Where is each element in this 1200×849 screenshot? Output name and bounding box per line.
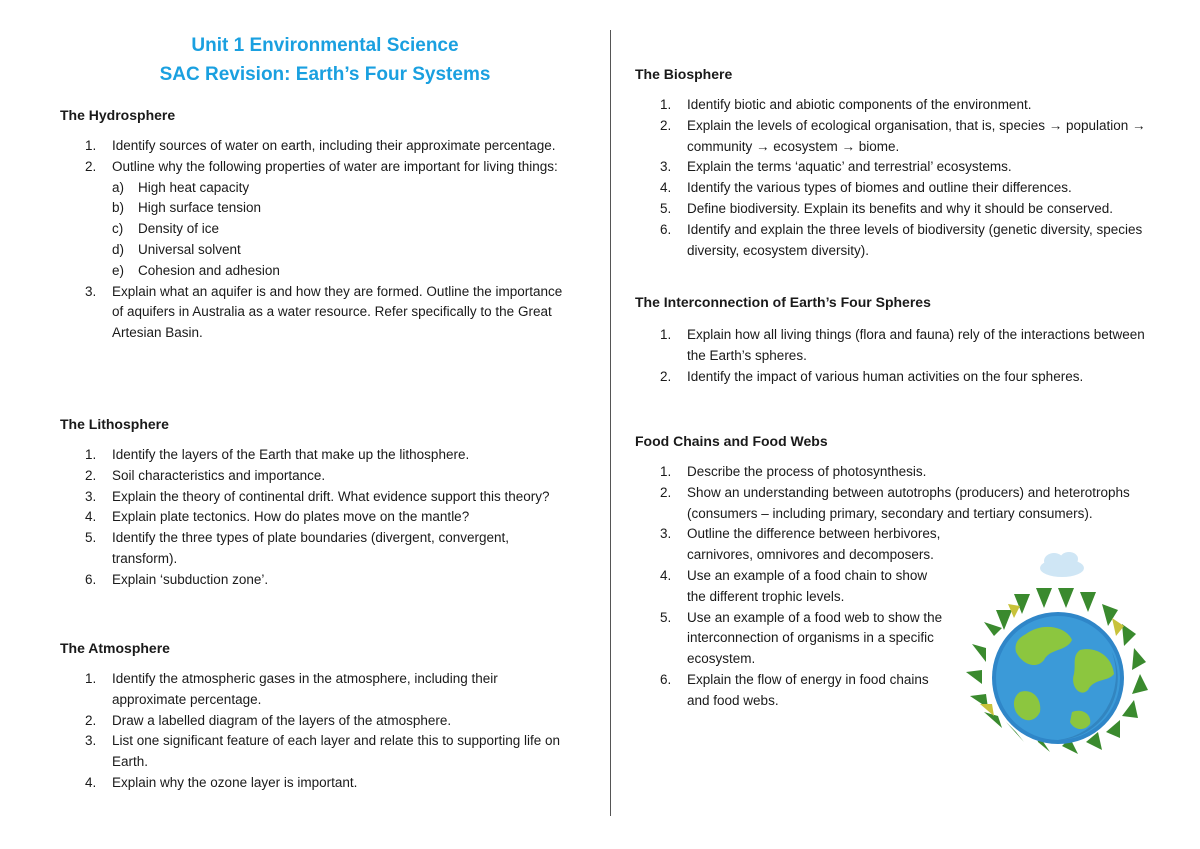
atmosphere-list <box>60 669 590 794</box>
list-item <box>635 670 949 712</box>
food-chains-heading: Food Chains and Food Webs <box>635 433 828 449</box>
sub-item-text: High heat capacity <box>138 179 250 195</box>
item-number: 2. <box>85 712 97 728</box>
list-item <box>60 773 577 794</box>
item-number: 4. <box>660 180 672 196</box>
lithosphere-heading: The Lithosphere <box>60 416 169 432</box>
item-text: Use an example of a food chain to show the different trophic levels. <box>687 567 928 604</box>
sub-item-text: Density of ice <box>138 221 220 237</box>
item-number: 5. <box>660 200 672 216</box>
item-text: Explain the terms ‘aquatic’ and terrestrial’ ecosystems. <box>687 159 1012 175</box>
interconnection-list <box>635 325 1155 387</box>
item-text: Explain the theory of continental drift. What evidence support this theory? <box>112 488 550 504</box>
item-number: 1. <box>660 327 672 342</box>
item-text: Explain what an aquifer is and how they are formed. Outline the importance of aquifers in Australia as a water resource. Refer specifically to the Great Artesian Basin. <box>112 283 563 341</box>
list-item <box>60 731 582 773</box>
item-text: Outline why the following properties of water are important for living things: <box>112 158 558 174</box>
item-number: 4. <box>85 509 97 525</box>
list-item <box>60 157 567 282</box>
column-divider <box>610 30 611 816</box>
interconnection-heading: The Interconnection of Earth’s Four Spheres <box>635 294 931 310</box>
item-number: 1. <box>660 464 672 479</box>
lithosphere-list <box>60 445 590 591</box>
list-item <box>635 199 1159 220</box>
item-number: 3. <box>660 526 672 542</box>
item-number: 2. <box>660 484 672 500</box>
item-number: 2. <box>660 368 672 384</box>
list-item <box>60 466 572 487</box>
list-item <box>635 608 949 670</box>
list-item <box>60 507 572 528</box>
item-number: 6. <box>660 221 672 237</box>
sub-item-text: High surface tension <box>138 200 262 216</box>
list-item <box>635 367 1157 388</box>
list-item <box>635 566 949 608</box>
item-text: Use an example of a food web to show the interconnection of organisms in a specific ecosystem. <box>687 609 943 667</box>
item-text: Identify and explain the three levels of biodiversity (genetic diversity, species diversity, ecosystem diversity). <box>687 221 1143 258</box>
list-item <box>60 487 567 508</box>
list-item <box>635 95 1155 116</box>
item-number: 6. <box>660 671 672 687</box>
list-item <box>60 711 577 732</box>
item-text: Identify biotic and abiotic components of the environment. <box>687 97 1032 112</box>
item-text: Show an understanding between autotrophs (producers) and heterotrophs (consumers – including primary, secondary and tertiary consumers). <box>687 484 1130 521</box>
item-text: Explain ‘subduction zone’. <box>112 571 269 587</box>
sub-list-item <box>112 261 567 282</box>
item-text: List one significant feature of each layer and relate this to supporting life on Earth. <box>112 733 561 770</box>
sub-item-letter: b) <box>112 200 125 216</box>
item-text: Soil characteristics and importance. <box>112 467 326 483</box>
item-text: Define biodiversity. Explain its benefits and why it should be conserved. <box>687 200 1113 216</box>
sub-item-letter: d) <box>112 241 125 257</box>
item-text: Explain the levels of ecological organisation, that is, species → population → community → ecosystem → biome. <box>687 117 1146 154</box>
item-number: 1. <box>660 97 672 112</box>
item-number: 2. <box>85 158 97 174</box>
item-text: Explain the flow of energy in food chains and food webs. <box>687 671 929 708</box>
atmosphere-heading: The Atmosphere <box>60 640 170 656</box>
list-item <box>60 669 567 711</box>
item-text: Identify the impact of various human activities on the four spheres. <box>687 368 1084 384</box>
item-number: 2. <box>660 117 672 133</box>
item-number: 2. <box>85 467 97 483</box>
list-item <box>635 524 949 566</box>
list-item <box>60 570 572 591</box>
item-number: 1. <box>85 138 97 153</box>
sub-list-item <box>112 198 567 219</box>
list-item <box>635 116 1159 158</box>
item-text: Identify the three types of plate boundaries (divergent, convergent, transform). <box>112 530 509 566</box>
sub-item-letter: a) <box>112 179 125 195</box>
sub-list-item <box>112 219 567 240</box>
list-item <box>60 136 567 157</box>
cloud-icon <box>1040 552 1084 577</box>
item-number: 3. <box>85 283 97 299</box>
item-number: 3. <box>85 488 97 504</box>
list-item <box>635 220 1152 262</box>
item-number: 4. <box>660 567 672 583</box>
sub-item-text: Cohesion and adhesion <box>138 262 280 278</box>
item-number: 1. <box>85 671 97 686</box>
biosphere-list <box>635 95 1155 261</box>
item-number: 3. <box>85 733 97 749</box>
item-number: 1. <box>85 447 97 462</box>
sub-item-letter: c) <box>112 221 124 237</box>
sub-list-item <box>112 178 567 199</box>
title-line-2: SAC Revision: Earth’s Four Systems <box>159 64 491 85</box>
list-item <box>635 157 1155 178</box>
item-text: Describe the process of photosynthesis. <box>687 464 927 479</box>
item-text: Identify the various types of biomes and outline their differences. <box>687 180 1072 196</box>
biosphere-heading: The Biosphere <box>635 66 733 82</box>
title-line-1: Unit 1 Environmental Science <box>191 35 459 56</box>
item-text: Explain how all living things (flora and fauna) rely of the interactions between the Earth’s spheres. <box>687 327 1145 363</box>
item-number: 6. <box>85 571 97 587</box>
sub-list-item <box>112 240 567 261</box>
item-text: Explain plate tectonics. How do plates move on the mantle? <box>112 509 470 525</box>
item-text: Explain why the ozone layer is important. <box>112 774 358 790</box>
list-item <box>60 445 572 466</box>
sub-item-letter: e) <box>112 262 125 278</box>
earth-with-trees-icon <box>962 552 1154 767</box>
item-number: 5. <box>660 609 672 625</box>
list-item <box>635 483 1152 525</box>
item-number: 3. <box>660 159 672 175</box>
sub-item-text: Universal solvent <box>138 241 241 257</box>
list-item <box>635 325 1147 367</box>
hydrosphere-list <box>60 136 590 344</box>
item-number: 5. <box>85 530 97 546</box>
item-text: Draw a labelled diagram of the layers of the atmosphere. <box>112 712 452 728</box>
page-title <box>60 31 590 89</box>
water-properties-list <box>112 178 567 282</box>
list-item <box>60 528 567 570</box>
item-text: Identify the layers of the Earth that make up the lithosphere. <box>112 447 470 462</box>
item-text: Identify the atmospheric gases in the atmosphere, including their approximate percentage. <box>112 671 498 707</box>
hydrosphere-heading: The Hydrosphere <box>60 107 176 123</box>
item-number: 4. <box>85 774 97 790</box>
item-text: Outline the difference between herbivores, carnivores, omnivores and decomposers. <box>687 526 941 563</box>
item-text: Identify sources of water on earth, including their approximate percentage. <box>112 138 556 153</box>
list-item <box>635 462 1147 483</box>
list-item <box>60 282 577 344</box>
list-item <box>635 178 1159 199</box>
